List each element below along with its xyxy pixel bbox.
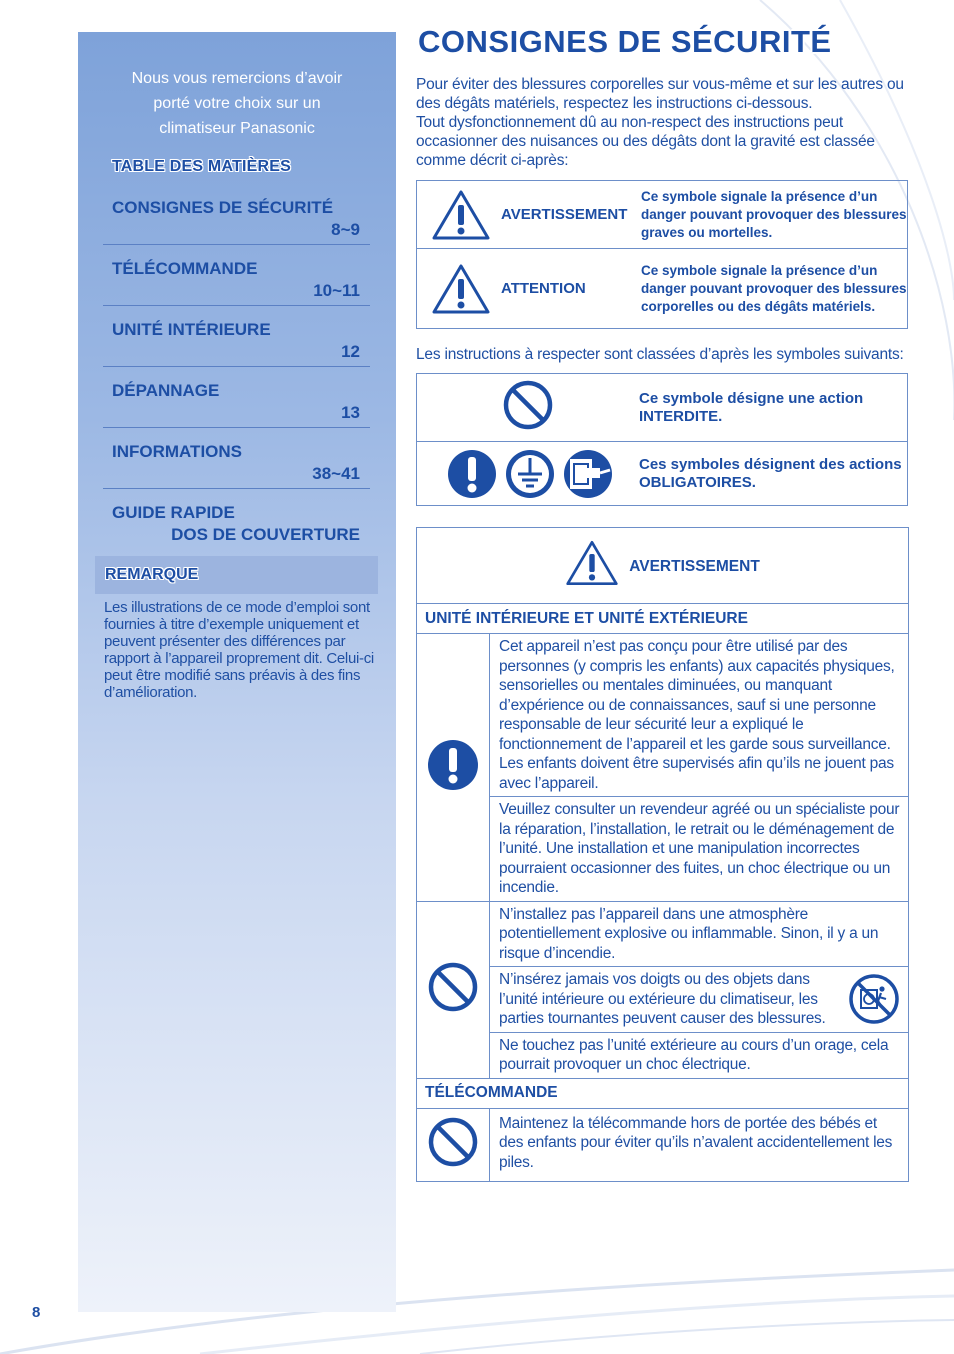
- mandatory-exclamation-icon: [446, 448, 498, 500]
- page-title: CONSIGNES DE SÉCURITÉ: [418, 24, 832, 59]
- toc-item-page: DOS DE COUVERTURE: [171, 525, 360, 544]
- mandatory-description: Ces symboles désignent des actions OBLIGATOIRES.: [639, 442, 908, 506]
- section-header-units: [417, 604, 909, 634]
- toc-item-page: 38~41: [312, 464, 360, 483]
- warning-box: [416, 527, 909, 1182]
- severity-levels-table: [416, 180, 908, 329]
- section-header-remote: [417, 1078, 909, 1108]
- thanks-message: Nous vous remercions d’avoir porté votre choix sur un climatiseur Panasonic: [131, 70, 343, 137]
- instruction-symbols-table: [416, 373, 908, 506]
- caution-description: Ce symbole signale la présence d’un danger pouvant provoquer des blessures corporelles ou des dégâts matériels.: [635, 249, 908, 329]
- toc-item-page: 8~9: [331, 220, 360, 239]
- prohibited-icon: [502, 379, 554, 431]
- caution-label: ATTENTION: [501, 280, 586, 297]
- toc-item-consignes[interactable]: [103, 184, 370, 245]
- table-of-contents: [103, 184, 370, 549]
- remark-text: Les illustrations de ce mode d’emploi sont fournies à titre d’exemple uniquement et peuvent présenter des différences par rapport à l’appareil proprement dit. Celui-ci peut être modifié sans préavis à des fins d’amélioration.: [104, 599, 374, 701]
- toc-item-page: 13: [341, 403, 360, 422]
- toc-title: TABLE DES MATIÈRES: [112, 158, 292, 175]
- severity-row-caution: [417, 249, 908, 329]
- warning-row: [417, 1032, 909, 1078]
- sidebar: [78, 32, 396, 1312]
- toc-item-label: TÉLÉCOMMANDE: [112, 259, 258, 278]
- mandatory-exclamation-icon: [427, 739, 479, 791]
- toc-item-label: GUIDE RAPIDE: [112, 503, 235, 522]
- toc-item-page: 12: [341, 342, 360, 361]
- toc-item-guide-rapide[interactable]: [103, 489, 370, 549]
- toc-item-informations[interactable]: [103, 428, 370, 489]
- earth-ground-icon: [504, 448, 556, 500]
- severity-row-warning: [417, 181, 908, 249]
- warning-row: [417, 901, 909, 967]
- toc-item-page: 10~11: [313, 281, 360, 300]
- remark-title: REMARQUE: [105, 566, 199, 583]
- warning-label: AVERTISSEMENT: [501, 206, 628, 223]
- warning-item-text: N’installez pas l’appareil dans une atmosphère potentiellement explosive ou inflammable. Sinon, il y a un risque d’incendie.: [490, 901, 909, 967]
- page-number: 8: [32, 1304, 41, 1321]
- warning-triangle-icon: [431, 263, 491, 315]
- toc-item-label: UNITÉ INTÉRIEURE: [112, 320, 271, 339]
- section-title: TÉLÉCOMMANDE: [417, 1078, 909, 1108]
- toc-item-label: CONSIGNES DE SÉCURITÉ: [112, 198, 334, 217]
- unplug-icon: [562, 448, 614, 500]
- prohibited-icon: [427, 961, 479, 1013]
- warning-box-title: AVERTISSEMENT: [629, 558, 760, 575]
- warning-box-header: [417, 528, 909, 604]
- warning-item-text: N’insérez jamais vos doigts ou des objets dans l’unité intérieure ou extérieure du climatiseur, les parties tournantes peuvent causer des blessures.: [499, 971, 826, 1027]
- remark-header: [95, 556, 378, 594]
- no-fingers-in-fan-icon: [848, 973, 900, 1025]
- warning-triangle-icon: [565, 538, 619, 588]
- instructions-intro: Les instructions à respecter sont classées d’après les symboles suivants:: [416, 346, 904, 363]
- symbol-row-prohibited: [417, 374, 908, 442]
- warning-triangle-icon: [431, 189, 491, 241]
- toc-item-label: INFORMATIONS: [112, 442, 243, 461]
- warning-item-text: Cet appareil n’est pas conçu pour être utilisé par des personnes (y compris les enfants) aux capacités physiques, sensorielles ou mentales diminuées, ou manquant d’expérience ou de connaissances, sauf si une personne responsable de leur sécurité leur a expliqué le fonctionnement de l’appareil et les garde sous surveillance. Les enfants doivent être supervisés afin qu’ils ne jouent pas avec l’appareil.: [490, 634, 909, 797]
- warning-row: [417, 797, 909, 902]
- warning-row: [417, 967, 909, 1033]
- toc-item-unite-interieure[interactable]: [103, 306, 370, 367]
- warning-description: Ce symbole signale la présence d’un danger pouvant provoquer des blessures graves ou mortelles.: [635, 181, 908, 249]
- prohibited-description: Ce symbole désigne une action INTERDITE.: [639, 374, 908, 442]
- toc-item-depannage[interactable]: [103, 367, 370, 428]
- prohibited-icon: [427, 1116, 479, 1168]
- intro-text: Pour éviter des blessures corporelles sur vous-même et sur les autres ou des dégâts matériels, respectez les instructions ci-dessous. Tout dysfonctionnement dû au non-respect des instructions peut occasionner des nuisances ou des dégâts dont la gravité est classée comme décrit ci-après:: [416, 76, 904, 169]
- warning-row: [417, 1108, 909, 1181]
- warning-item-text: Ne touchez pas l’unité extérieure au cours d’un orage, cela pourrait provoquer un choc électrique.: [490, 1032, 909, 1078]
- toc-item-telecommande[interactable]: [103, 245, 370, 306]
- symbol-row-mandatory: [417, 442, 908, 506]
- section-title: UNITÉ INTÉRIEURE ET UNITÉ EXTÉRIEURE: [417, 604, 909, 634]
- warning-item-text: Veuillez consulter un revendeur agréé ou un spécialiste pour la réparation, l’installation, le retrait ou le déménagement de l’unité. Une installation et une manipulation incorrectes pourraient occasionner des fuites, un choc électrique ou un incendie.: [490, 797, 909, 902]
- warning-row: [417, 634, 909, 797]
- warning-item-text: Maintenez la télécommande hors de portée des bébés et des enfants pour éviter qu’ils n’avalent accidentellement les piles.: [490, 1108, 909, 1181]
- toc-item-label: DÉPANNAGE: [112, 381, 220, 400]
